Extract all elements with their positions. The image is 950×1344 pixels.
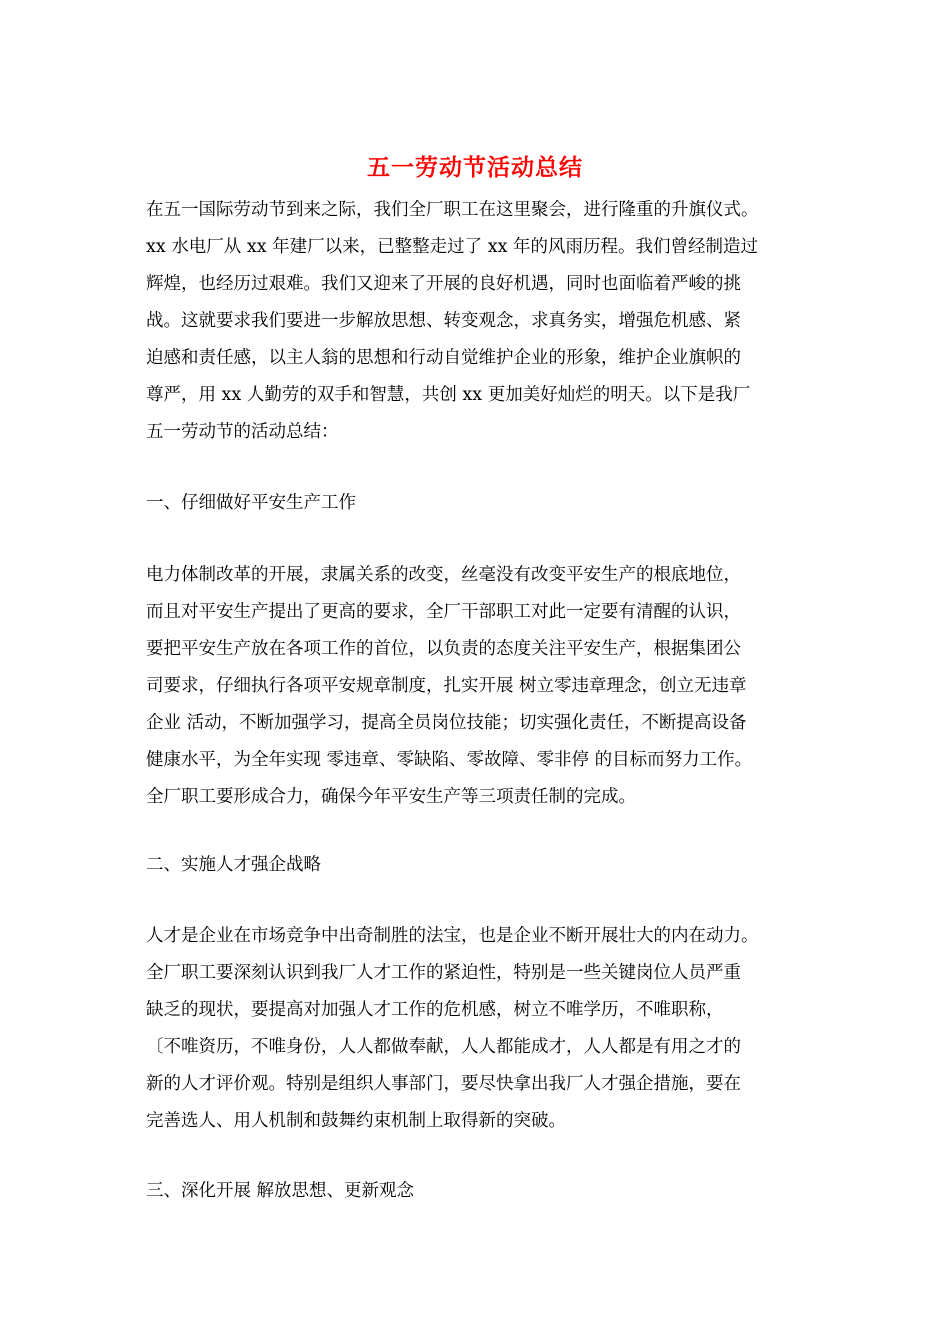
intro-line-5: 迫感和责任感，以主人翁的思想和行动自觉维护企业的形象，维护企业旗帜的: [146, 348, 741, 368]
intro-line-6: 尊严，用 xx 人勤劳的双手和智慧，共创 xx 更加美好灿烂的明天。以下是我厂: [146, 385, 751, 405]
section-1-line-4: 司要求，仔细执行各项平安规章制度，扎实开展 树立零违章理念，创立无违章: [146, 676, 747, 696]
section-3-heading: 三、深化开展 解放思想、更新观念: [146, 1181, 415, 1201]
section-2-line-2: 全厂职工要深刻认识到我厂人才工作的紧迫性，特别是一些关键岗位人员严重: [146, 963, 741, 983]
intro-line-1: 在五一国际劳动节到来之际，我们全厂职工在这里聚会，进行隆重的升旗仪式。: [146, 200, 759, 220]
intro-line-3: 辉煌，也经历过艰难。我们又迎来了开展的良好机遇，同时也面临着严峻的挑: [146, 274, 741, 294]
section-2-line-6: 完善选人、用人机制和鼓舞约束机制上取得新的突破。: [146, 1111, 566, 1131]
intro-line-2: xx 水电厂从 xx 年建厂以来，已整整走过了 xx 年的风雨历程。我们曾经制造过: [146, 237, 759, 257]
section-1-heading: 一、仔细做好平安生产工作: [146, 493, 356, 513]
section-2-line-5: 新的人才评价观。特别是组织人事部门，要尽快拿出我厂人才强企措施，要在: [146, 1074, 741, 1094]
section-1-line-2: 而且对平安生产提出了更高的要求，全厂干部职工对此一定要有清醒的认识，: [146, 602, 741, 622]
section-2-heading: 二、实施人才强企战略: [146, 855, 321, 875]
section-2-line-1: 人才是企业在市场竞争中出奇制胜的法宝，也是企业不断开展壮大的内在动力。: [146, 926, 759, 946]
section-1-line-5: 企业 活动，不断加强学习，提高全员岗位技能；切实强化责任，不断提高设备: [146, 713, 747, 733]
intro-line-4: 战。这就要求我们要进一步解放思想、转变观念，求真务实，增强危机感、紧: [146, 311, 741, 331]
section-1-line-3: 要把平安生产放在各项工作的首位，以负责的态度关注平安生产，根据集团公: [146, 639, 741, 659]
intro-line-7: 五一劳动节的活动总结：: [146, 422, 339, 442]
section-2-line-3: 缺乏的现状，要提高对加强人才工作的危机感，树立不唯学历，不唯职称，: [146, 1000, 724, 1020]
section-1-line-6: 健康水平，为全年实现 零违章、零缺陷、零故障、零非停 的目标而努力工作。: [146, 750, 753, 770]
section-1-line-1: 电力体制改革的开展，隶属关系的改变，丝毫没有改变平安生产的根底地位，: [146, 565, 741, 585]
document-title: 五一劳动节活动总结: [367, 154, 583, 181]
section-2-line-4: 〔不唯资历，不唯身份，人人都做奉献，人人都能成才，人人都是有用之才的: [146, 1037, 741, 1057]
section-1-line-7: 全厂职工要形成合力，确保今年平安生产等三项责任制的完成。: [146, 787, 636, 807]
